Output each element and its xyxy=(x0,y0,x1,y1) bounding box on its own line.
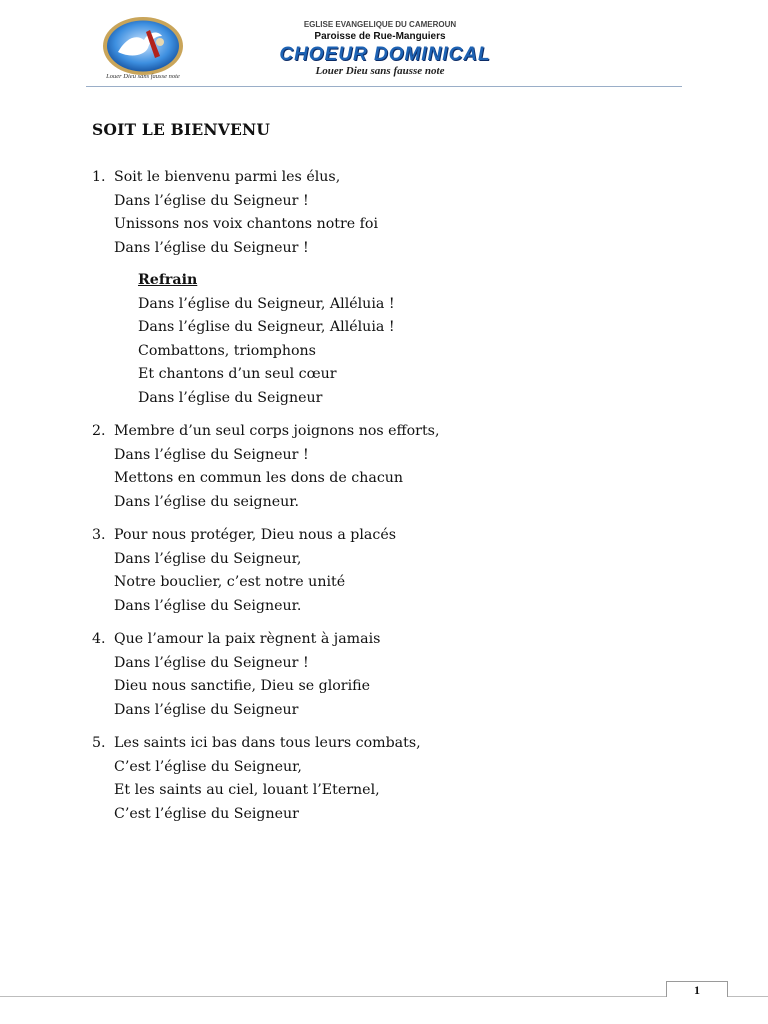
verse-line: Membre d’un seul corps joignons nos efforts, xyxy=(114,423,440,439)
verse-line: Dans l’église du Seigneur ! xyxy=(114,239,309,256)
verse-line: Les saints ici bas dans tous leurs combats, xyxy=(114,735,421,751)
verse-line: Dans l’église du Seigneur, xyxy=(114,550,302,567)
parish-name: Paroisse de Rue-Manguiers xyxy=(314,31,446,42)
verse-number: 5. xyxy=(92,735,106,751)
footer-divider xyxy=(0,996,768,997)
refrain-heading: Refrain xyxy=(138,272,198,288)
verse-line: Dans l’église du Seigneur ! xyxy=(114,654,309,671)
refrain-line: Dans l’église du Seigneur, Alléluia ! xyxy=(138,295,395,312)
verse-line: C’est l’église du Seigneur xyxy=(114,805,299,822)
verse-number: 4. xyxy=(92,631,106,647)
verse-number: 1. xyxy=(92,169,106,185)
verse-line: Et les saints au ciel, louant l’Eternel, xyxy=(114,782,380,798)
verse-number: 2. xyxy=(92,423,106,439)
refrain-line: Et chantons d’un seul cœur xyxy=(138,366,337,382)
refrain-line: Combattons, triomphons xyxy=(138,342,316,359)
verse-line: Notre bouclier, c’est notre unité xyxy=(114,574,346,590)
verse-line: Dans l’église du seigneur. xyxy=(114,493,299,510)
choir-motto: Louer Dieu sans fausse note xyxy=(315,65,445,77)
verse-line: Soit le bienvenu parmi les élus, xyxy=(114,169,341,185)
verse-line: C’est l’église du Seigneur, xyxy=(114,758,302,775)
logo-motto: Louer Dieu sans fausse note xyxy=(106,73,180,80)
choir-name: CHOEUR DOMINICAL xyxy=(279,44,491,65)
verse-number: 3. xyxy=(92,527,106,543)
verse-line: Dans l’église du Seigneur. xyxy=(114,597,302,614)
verse-line: Mettons en commun les dons de chacun xyxy=(114,470,404,486)
church-choir-logo xyxy=(100,16,186,82)
song-title: SOIT LE BIENVENU xyxy=(92,120,271,139)
verse-line: Dans l’église du Seigneur xyxy=(114,701,299,718)
page-header xyxy=(0,0,768,92)
verse-line: Pour nous protéger, Dieu nous a placés xyxy=(114,527,397,543)
page-number: 1 xyxy=(666,981,728,997)
verse-line: Dans l’église du Seigneur ! xyxy=(114,446,309,463)
verse-line: Unissons nos voix chantons notre foi xyxy=(114,216,378,232)
verse-line: Dans l’église du Seigneur ! xyxy=(114,192,309,209)
verse-line: Dieu nous sanctifie, Dieu se glorifie xyxy=(114,678,370,694)
verse-line: Que l’amour la paix règnent à jamais xyxy=(114,631,381,647)
refrain-line: Dans l’église du Seigneur xyxy=(138,389,323,406)
organization-name: EGLISE EVANGELIQUE DU CAMEROUN xyxy=(303,20,457,29)
refrain-line: Dans l’église du Seigneur, Alléluia ! xyxy=(138,319,395,335)
header-divider xyxy=(86,86,682,87)
